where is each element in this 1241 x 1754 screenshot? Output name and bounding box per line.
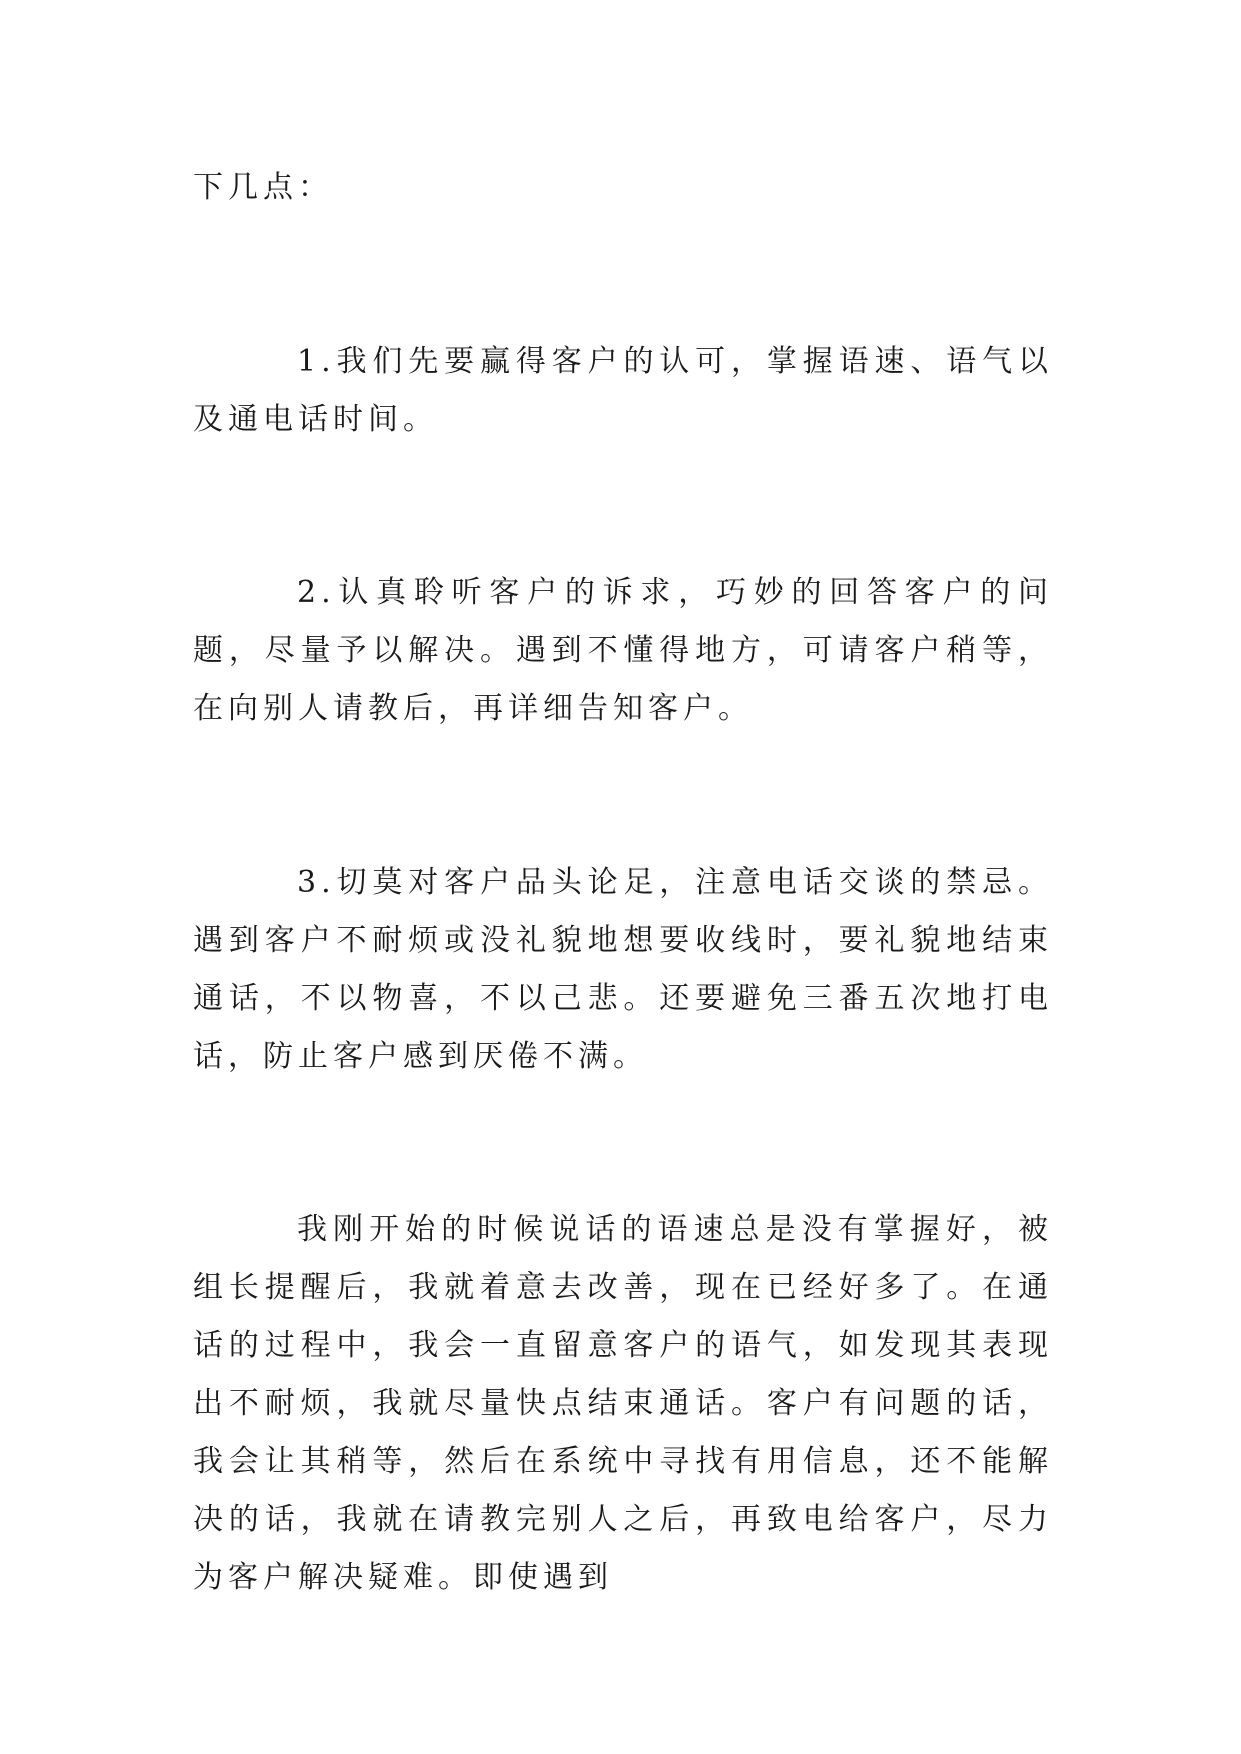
paragraph-personal-experience: 我刚开始的时候说话的语速总是没有掌握好，被组长提醒后，我就着意去改善，现在已经好多了。在通话的过程中，我会一直留意客户的语气，如发现其表现出不耐烦，我就尽量快点结束通话。客户有问题的话，我会让其稍等，然后在系统中寻找有用信息，还不能解决的话，我就在请教完别人之后，再致电给客户，尽力为客户解决疑难。即使遇到 bbox=[193, 1212, 1053, 1595]
paragraph-intro-continuation: 下几点： bbox=[193, 170, 333, 205]
paragraph-point-2: 2.认真聆听客户的诉求，巧妙的回答客户的问题，尽量予以解决。遇到不懂得地方，可请客户稍等，在向别人请教后，再详细告知客户。 bbox=[193, 575, 1053, 726]
paragraph-point-1: 1.我们先要赢得客户的认可，掌握语速、语气以及通电话时间。 bbox=[193, 344, 1053, 437]
paragraph-point-3: 3.切莫对客户品头论足，注意电话交谈的禁忌。遇到客户不耐烦或没礼貌地想要收线时，要礼貌地结束通话，不以物喜，不以己悲。还要避免三番五次地打电话，防止客户感到厌倦不满。 bbox=[193, 865, 1053, 1074]
